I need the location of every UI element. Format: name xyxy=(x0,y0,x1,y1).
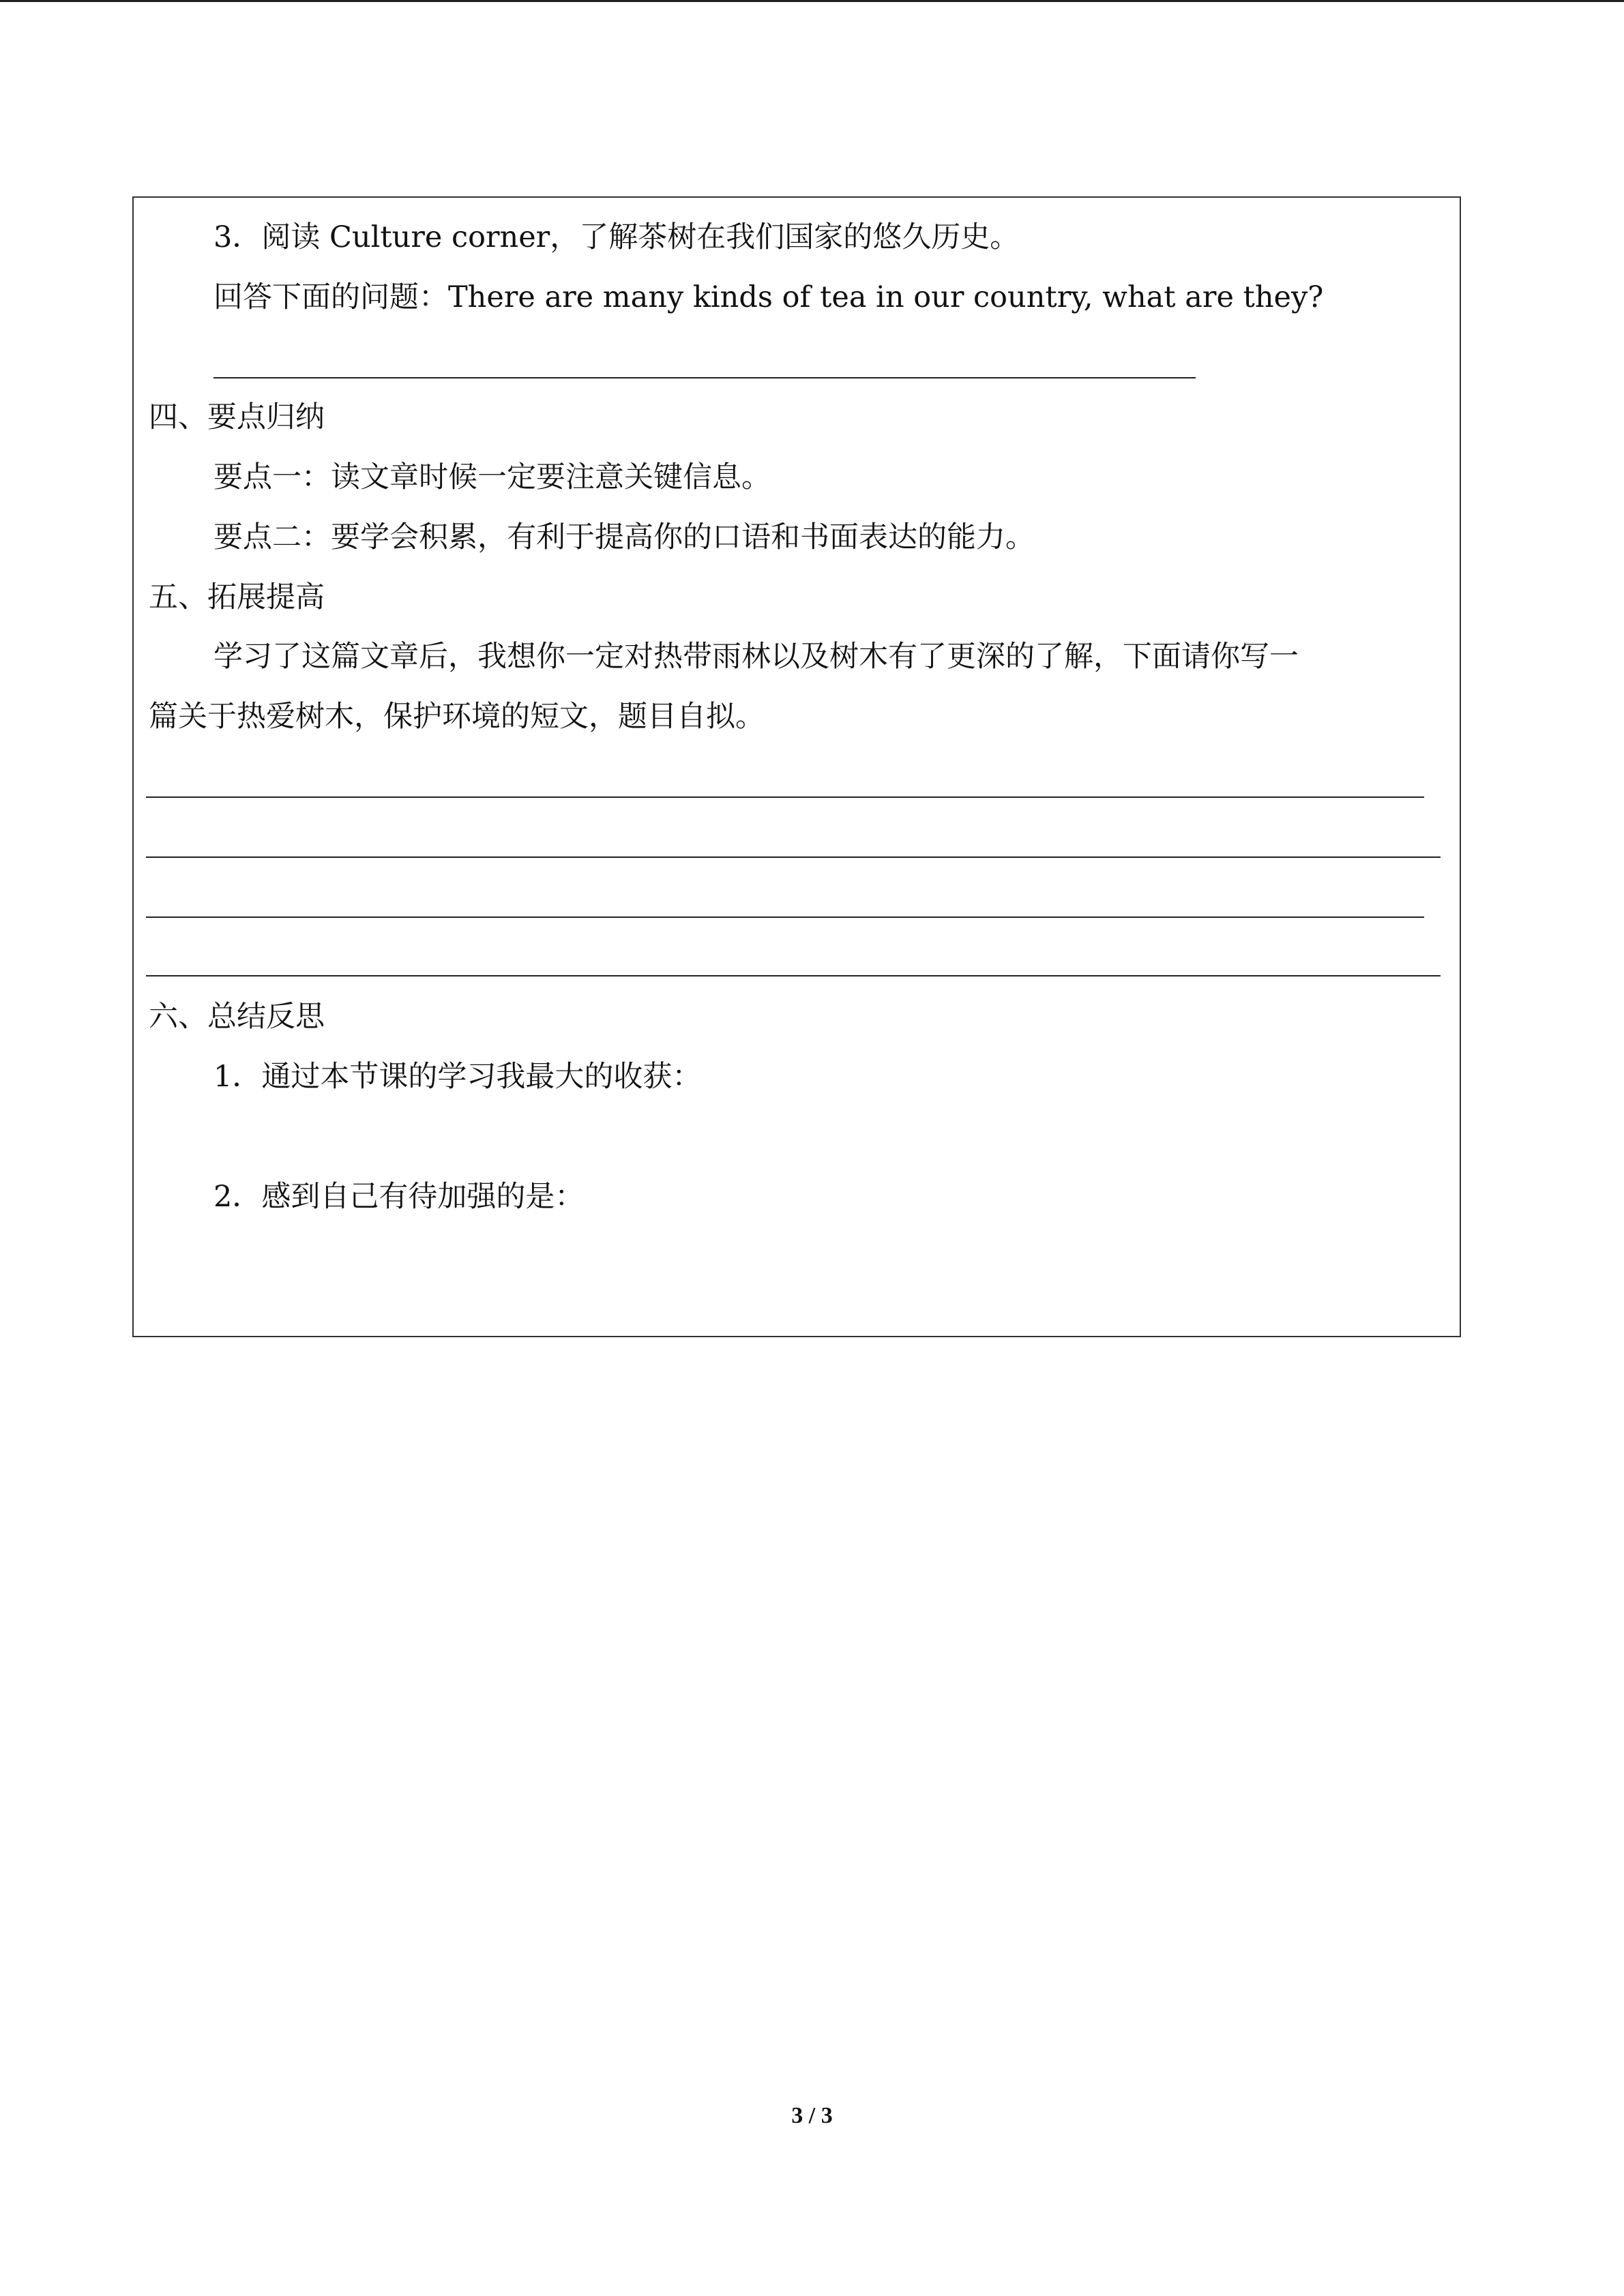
question-3-text: 3．阅读 Culture corner，了解茶树在我们国家的悠久历史。 xyxy=(213,220,1020,254)
question-3-prompt: 回答下面的问题：There are many kinds of tea in our country, what are they? xyxy=(213,280,1324,314)
worksheet-frame xyxy=(132,196,1461,1337)
writing-line xyxy=(146,916,1424,918)
reflection-item-2: 2．感到自己有待加强的是： xyxy=(213,1180,585,1214)
reflection-item-1: 1．通过本节课的学习我最大的收获： xyxy=(213,1060,702,1094)
section-4-heading: 四、要点归纳 xyxy=(149,400,325,434)
section-6-heading: 六、总结反思 xyxy=(149,1000,325,1034)
writing-line xyxy=(146,796,1424,798)
key-point-2: 要点二：要学会积累，有利于提高你的口语和书面表达的能力。 xyxy=(213,520,1035,554)
page-top-border xyxy=(0,0,1624,2)
writing-line xyxy=(146,856,1441,858)
answer-line xyxy=(213,377,1196,378)
section-5-heading: 五、拓展提高 xyxy=(149,580,325,614)
extension-text-line-1: 学习了这篇文章后，我想你一定对热带雨林以及树木有了更深的了解，下面请你写一 xyxy=(213,640,1299,674)
key-point-1: 要点一：读文章时候一定要注意关键信息。 xyxy=(213,460,771,494)
extension-text-line-2: 篇关于热爱树木，保护环境的短文，题目自拟。 xyxy=(149,700,765,734)
page-number: 3 / 3 xyxy=(791,2103,833,2128)
writing-line xyxy=(146,975,1441,976)
